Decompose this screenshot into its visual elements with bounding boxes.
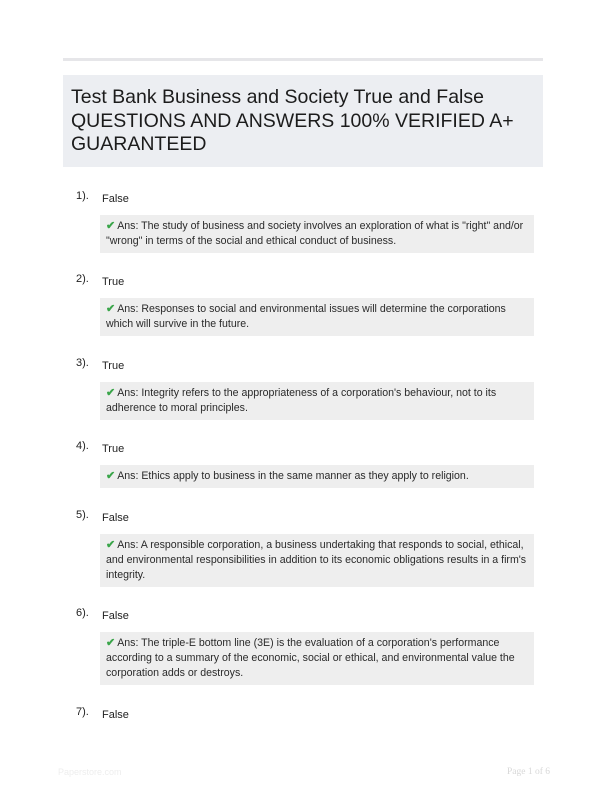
question-number: 1).	[76, 190, 89, 202]
question-answer: False	[102, 709, 129, 721]
check-icon: ✔	[106, 637, 116, 649]
answer-explanation: Ans: Responses to social and environmental issues will determine the corporations which will survive in the future.	[106, 303, 506, 330]
answer-explanation: Ans: The study of business and society involves an exploration of what is "right" and/or "wrong" in terms of the social and ethical conduct of business.	[106, 220, 524, 247]
question-answer: True	[102, 276, 125, 288]
document-title: Test Bank Business and Society True and False QUESTIONS AND ANSWERS 100% VERIFIED A+ GUARANTEED	[71, 86, 514, 155]
top-divider	[63, 58, 543, 61]
answer-explanation-box	[100, 382, 534, 420]
check-icon: ✔	[106, 220, 116, 232]
check-icon: ✔	[106, 539, 116, 551]
footer-watermark: Paperstore.com	[58, 767, 122, 777]
answer-explanation-box	[100, 632, 534, 685]
answer-explanation-box	[100, 215, 534, 253]
question-number: 5).	[76, 509, 89, 521]
question-answer: True	[102, 443, 125, 455]
answer-explanation: Ans: The triple-E bottom line (3E) is the evaluation of a corporation's performance according to a summary of the economic, social or ethical, and environmental value the corporation adds or destroys.	[106, 637, 515, 679]
page-number: Page 1 of 6	[506, 767, 550, 777]
check-icon: ✔	[106, 387, 116, 399]
title-banner	[63, 75, 543, 167]
question-answer: True	[102, 360, 125, 372]
answer-explanation: Ans: Integrity refers to the appropriateness of a corporation's behaviour, not to its adherence to moral principles.	[106, 387, 497, 414]
answer-explanation: Ans: A responsible corporation, a business undertaking that responds to social, ethical, and environmental responsibilities in addition to its economic obligations results in a firm's integrity.	[106, 539, 527, 581]
question-number: 7).	[76, 706, 89, 718]
answer-explanation-box	[100, 298, 534, 336]
answer-explanation-box	[100, 534, 534, 587]
answer-explanation: Ans: Ethics apply to business in the same manner as they apply to religion.	[117, 470, 469, 482]
question-number: 3).	[76, 357, 89, 369]
question-answer: False	[102, 610, 129, 622]
answer-explanation-box	[100, 465, 534, 488]
question-answer: False	[102, 512, 129, 524]
question-number: 2).	[76, 273, 89, 285]
check-icon: ✔	[106, 303, 116, 315]
question-number: 6).	[76, 607, 89, 619]
question-number: 4).	[76, 440, 89, 452]
check-icon: ✔	[106, 470, 116, 482]
question-answer: False	[102, 193, 129, 205]
